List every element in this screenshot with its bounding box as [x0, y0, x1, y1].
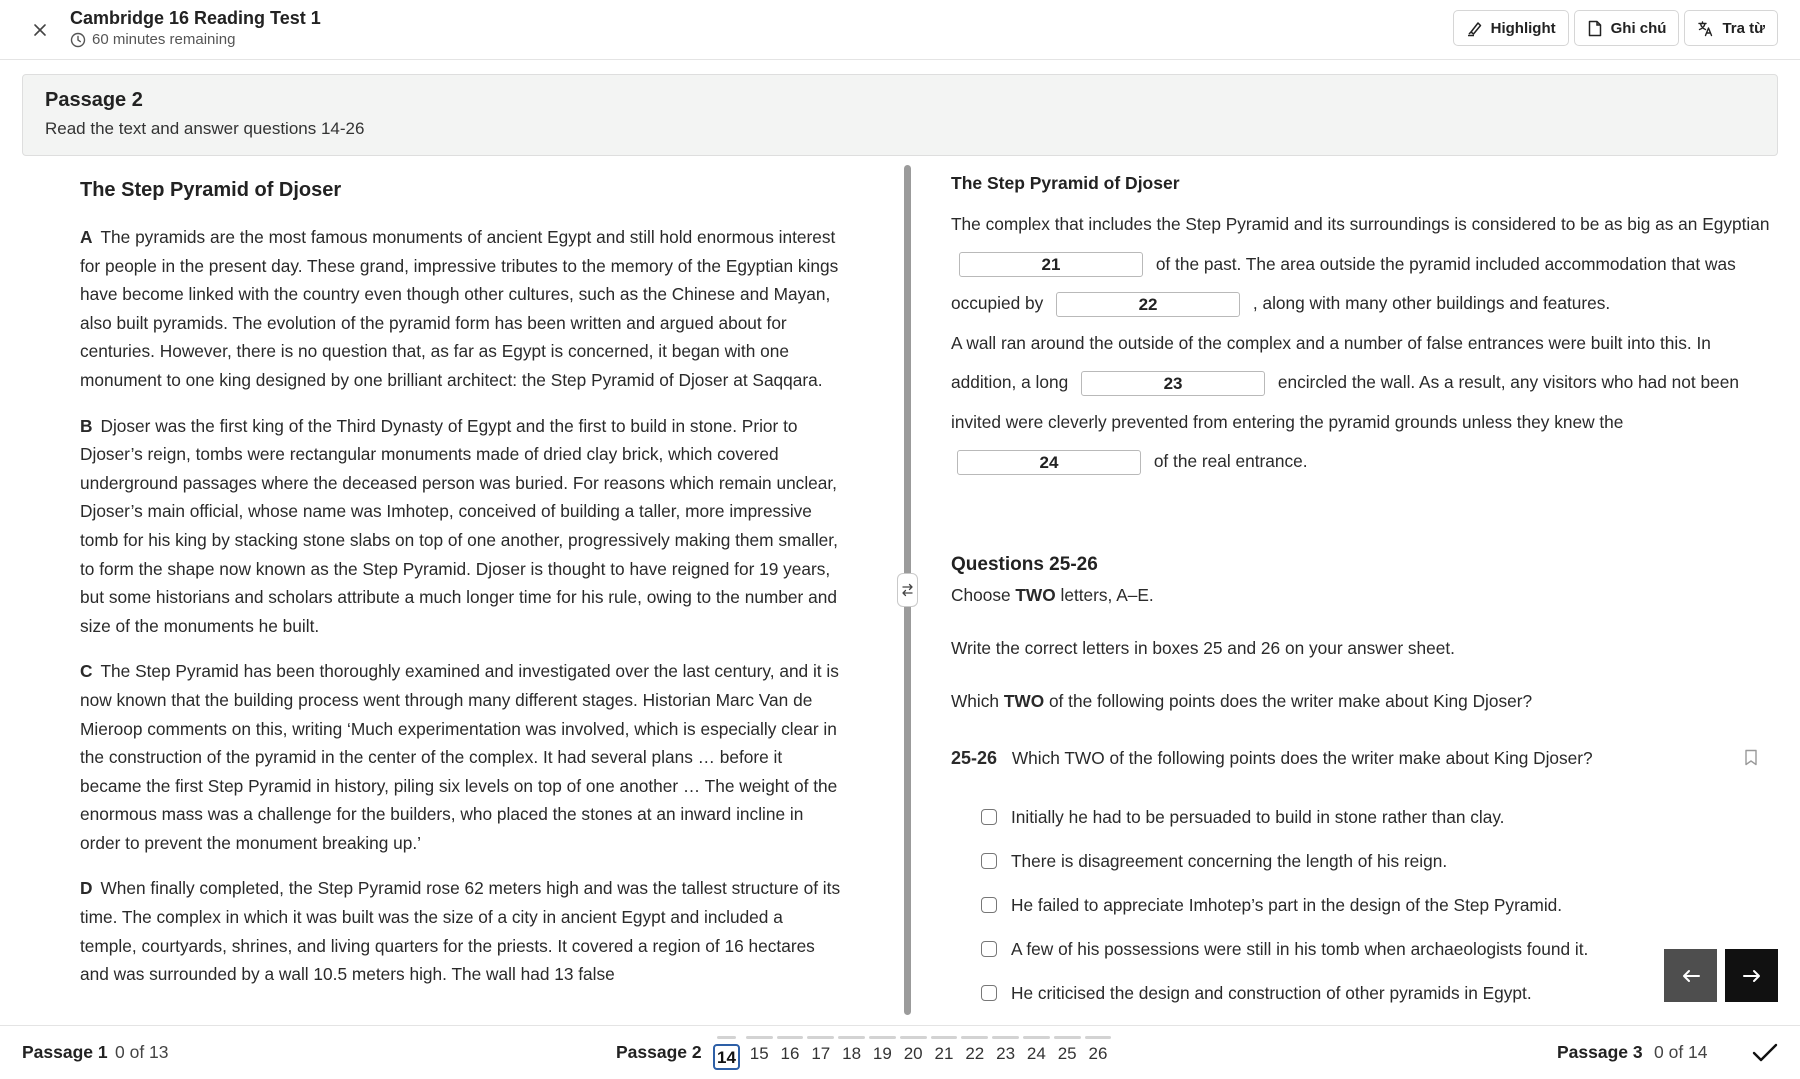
- paragraph-text: The Step Pyramid has been thoroughly examined and investigated over the last century, and it is now known that the building process went through many different stages. Historian Marc Van de Mieroop comments on this, writing ‘Much experimentation was involved, which is especially clear in the construction of the pyramid in the center of the complex. It had several plans … before it became the first Step Pyramid in history, piling six levels on top of one another … The weight of the enormous mass was a challenge for the builders, who placed the stones at an inward incline in order to prevent the monument breaking up.’: [80, 661, 839, 853]
- note-button[interactable]: [1574, 10, 1680, 46]
- paragraph-letter: A: [80, 227, 93, 247]
- checkbox[interactable]: [981, 897, 997, 913]
- resize-handle[interactable]: [897, 573, 918, 607]
- paragraph-c: [80, 657, 842, 857]
- question-25-26: [951, 748, 1771, 769]
- bookmark-button[interactable]: [1744, 749, 1758, 771]
- next-button[interactable]: [1725, 949, 1778, 1002]
- question-nav-19[interactable]: 19: [867, 1036, 898, 1070]
- checkbox[interactable]: [981, 941, 997, 957]
- option-text: There is disagreement concerning the length of his reign.: [1011, 850, 1448, 871]
- write-instruction: Write the correct letters in boxes 25 and 26 on your answer sheet.: [951, 638, 1455, 658]
- question-nav-22[interactable]: 22: [959, 1036, 990, 1070]
- toolbar: [1453, 10, 1778, 46]
- option-text: A few of his possessions were still in his tomb when archaeologists found it.: [1011, 938, 1589, 959]
- paragraph-letter: B: [80, 415, 93, 436]
- question-text: Which TWO of the following points does the writer make about King Djoser?: [1011, 748, 1593, 768]
- paragraph-a: [80, 223, 842, 395]
- highlighter-icon: [1466, 20, 1483, 37]
- summary-text: of the past. The area outside the pyramid included accommodation that was occupied by: [951, 253, 1736, 313]
- question-nav-17[interactable]: 17: [805, 1036, 836, 1070]
- passage-body: [80, 223, 842, 1006]
- checkmark-icon: [1752, 1043, 1778, 1063]
- note-icon: [1587, 20, 1603, 37]
- checkbox[interactable]: [981, 853, 997, 869]
- summary-text: , along with many other buildings and features.: [1252, 293, 1611, 313]
- banner-subtitle: Read the text and answer questions 14-26: [45, 119, 365, 138]
- question-nav-21[interactable]: 21: [929, 1036, 960, 1070]
- highlight-label: Highlight: [1490, 19, 1556, 37]
- timer-text: 60 minutes remaining: [92, 31, 236, 48]
- answer-input-21[interactable]: 21: [959, 252, 1143, 277]
- option-text: He criticised the design and construction of other pyramids in Egypt.: [1011, 982, 1532, 1003]
- translate-button[interactable]: [1684, 10, 1778, 46]
- answer-input-24[interactable]: 24: [957, 450, 1141, 475]
- question-nav-25[interactable]: 25: [1052, 1036, 1083, 1070]
- question-nav-16[interactable]: 16: [775, 1036, 806, 1070]
- question-nav-14[interactable]: 14: [713, 1044, 740, 1070]
- translate-icon: [1697, 20, 1714, 37]
- option-e[interactable]: [981, 971, 1588, 1015]
- summary-paragraph-1: [951, 205, 1771, 324]
- answer-input-23[interactable]: 23: [1081, 371, 1265, 396]
- highlight-button[interactable]: [1453, 10, 1569, 46]
- option-text: Initially he had to be persuaded to build in stone rather than clay.: [1011, 806, 1505, 827]
- choose-instruction: Choose TWO letters, A–E.: [951, 585, 1154, 605]
- option-b[interactable]: [981, 839, 1588, 883]
- swap-arrows-icon: [901, 582, 914, 598]
- option-text: He failed to appreciate Imhotep’s part in the design of the Step Pyramid.: [1011, 894, 1563, 915]
- paragraph-text: The pyramids are the most famous monuments of ancient Egypt and still hold enormous interest for people in the present day. These grand, impressive tributes to the memory of the Egyptian kings have become linked with the country even though other cultures, such as the Chinese and Mayan, also built pyramids. The evolution of the pyramid form has been written and argued about for centuries. However, there is no question that, as far as Egypt is concerned, it began with one monument to one king designed by one brilliant architect: the Step Pyramid of Djoser at Saqqara.: [80, 227, 839, 390]
- questions-heading: Questions 25-26: [951, 554, 1098, 575]
- summary-paragraph-2: [951, 324, 1771, 482]
- question-navigator: [713, 1036, 1113, 1070]
- close-icon: [33, 23, 47, 37]
- summary-text: A wall ran around the outside of the complex and a number of false entrances were built into this. In addition, a long: [951, 332, 1711, 392]
- top-bar: [0, 0, 1800, 60]
- bookmark-icon: [1744, 749, 1758, 766]
- passage-banner: [22, 74, 1778, 156]
- paragraph-b: [80, 412, 842, 641]
- checkbox[interactable]: [981, 985, 997, 1001]
- answer-input-22[interactable]: 22: [1056, 292, 1240, 317]
- passage-3-progress: 0 of 14: [1654, 1042, 1708, 1062]
- passage-3-tab[interactable]: Passage 3: [1557, 1042, 1643, 1062]
- paragraph-d: [80, 874, 842, 988]
- question-nav-15[interactable]: 15: [744, 1036, 775, 1070]
- bottom-navigation: [0, 1025, 1800, 1079]
- passage-1-progress: 0 of 13: [115, 1042, 169, 1062]
- clock-icon: [70, 32, 86, 48]
- passage-heading: The Step Pyramid of Djoser: [80, 179, 342, 201]
- summary-title: The Step Pyramid of Djoser: [951, 173, 1180, 193]
- option-a[interactable]: [981, 795, 1588, 839]
- close-button[interactable]: [26, 16, 54, 44]
- question-nav-24[interactable]: 24: [1021, 1036, 1052, 1070]
- answer-options: [981, 795, 1588, 1015]
- reading-passage-panel[interactable]: [22, 165, 904, 1025]
- summary-text: encircled the wall. As a result, any visitors who had not been invited were cleverly prevented from entering the pyramid grounds unless they knew the: [951, 372, 1739, 432]
- submit-button[interactable]: [1748, 1036, 1782, 1070]
- summary-completion: [951, 205, 1771, 482]
- banner-title: Passage 2: [45, 89, 143, 111]
- question-nav-20[interactable]: 20: [898, 1036, 929, 1070]
- summary-text: of the real entrance.: [1153, 451, 1308, 471]
- question-nav-18[interactable]: 18: [836, 1036, 867, 1070]
- previous-button[interactable]: [1664, 949, 1717, 1002]
- option-d[interactable]: [981, 927, 1588, 971]
- passage-1-tab[interactable]: Passage 1: [22, 1042, 108, 1062]
- questions-panel: [951, 165, 1781, 1025]
- paragraph-letter: C: [80, 661, 93, 682]
- test-title: Cambridge 16 Reading Test 1: [70, 8, 321, 28]
- arrow-left-icon: [1681, 968, 1701, 984]
- checkbox[interactable]: [981, 809, 997, 825]
- which-instruction: Which TWO of the following points does the writer make about King Djoser?: [951, 691, 1533, 711]
- question-nav-26[interactable]: 26: [1083, 1036, 1114, 1070]
- arrow-right-icon: [1742, 968, 1762, 984]
- option-c[interactable]: [981, 883, 1588, 927]
- translate-label: Tra từ: [1722, 19, 1765, 37]
- question-number: 25-26: [951, 748, 998, 768]
- paragraph-letter: D: [80, 878, 93, 899]
- summary-text: The complex that includes the Step Pyramid and its surroundings is considered to be as big as an Egyptian: [951, 214, 1770, 234]
- question-nav-23[interactable]: 23: [990, 1036, 1021, 1070]
- paragraph-text: Djoser was the first king of the Third Dynasty of Egypt and the first to build in stone. Prior to Djoser’s reign, tombs were rectangular monuments made of dried clay brick, which covered underground passages where the deceased person was buried. For reasons which remain unclear, Djoser’s main official, whose name was Imhotep, conceived of building a taller, more impressive tomb for his king by stacking stone slabs on top of one another, progressively making them smaller, to form the shape now known as the Step Pyramid. Djoser is thought to have reigned for 19 years, but some historians and scholars attribute a much longer time for his rule, owing to the number and size of the monuments he built.: [80, 415, 838, 636]
- paragraph-text: When finally completed, the Step Pyramid rose 62 meters high and was the tallest structure of its time. The complex in which it was built was the size of a city in ancient Egypt and included a temple, courtyards, shrines, and living quarters for the priests. It covered a region of 16 hectares and was surrounded by a wall 10.5 meters high. The wall had 13 false: [80, 878, 841, 985]
- note-label: Ghi chú: [1610, 19, 1667, 37]
- passage-2-tab[interactable]: Passage 2: [616, 1042, 702, 1062]
- timer: [70, 31, 235, 48]
